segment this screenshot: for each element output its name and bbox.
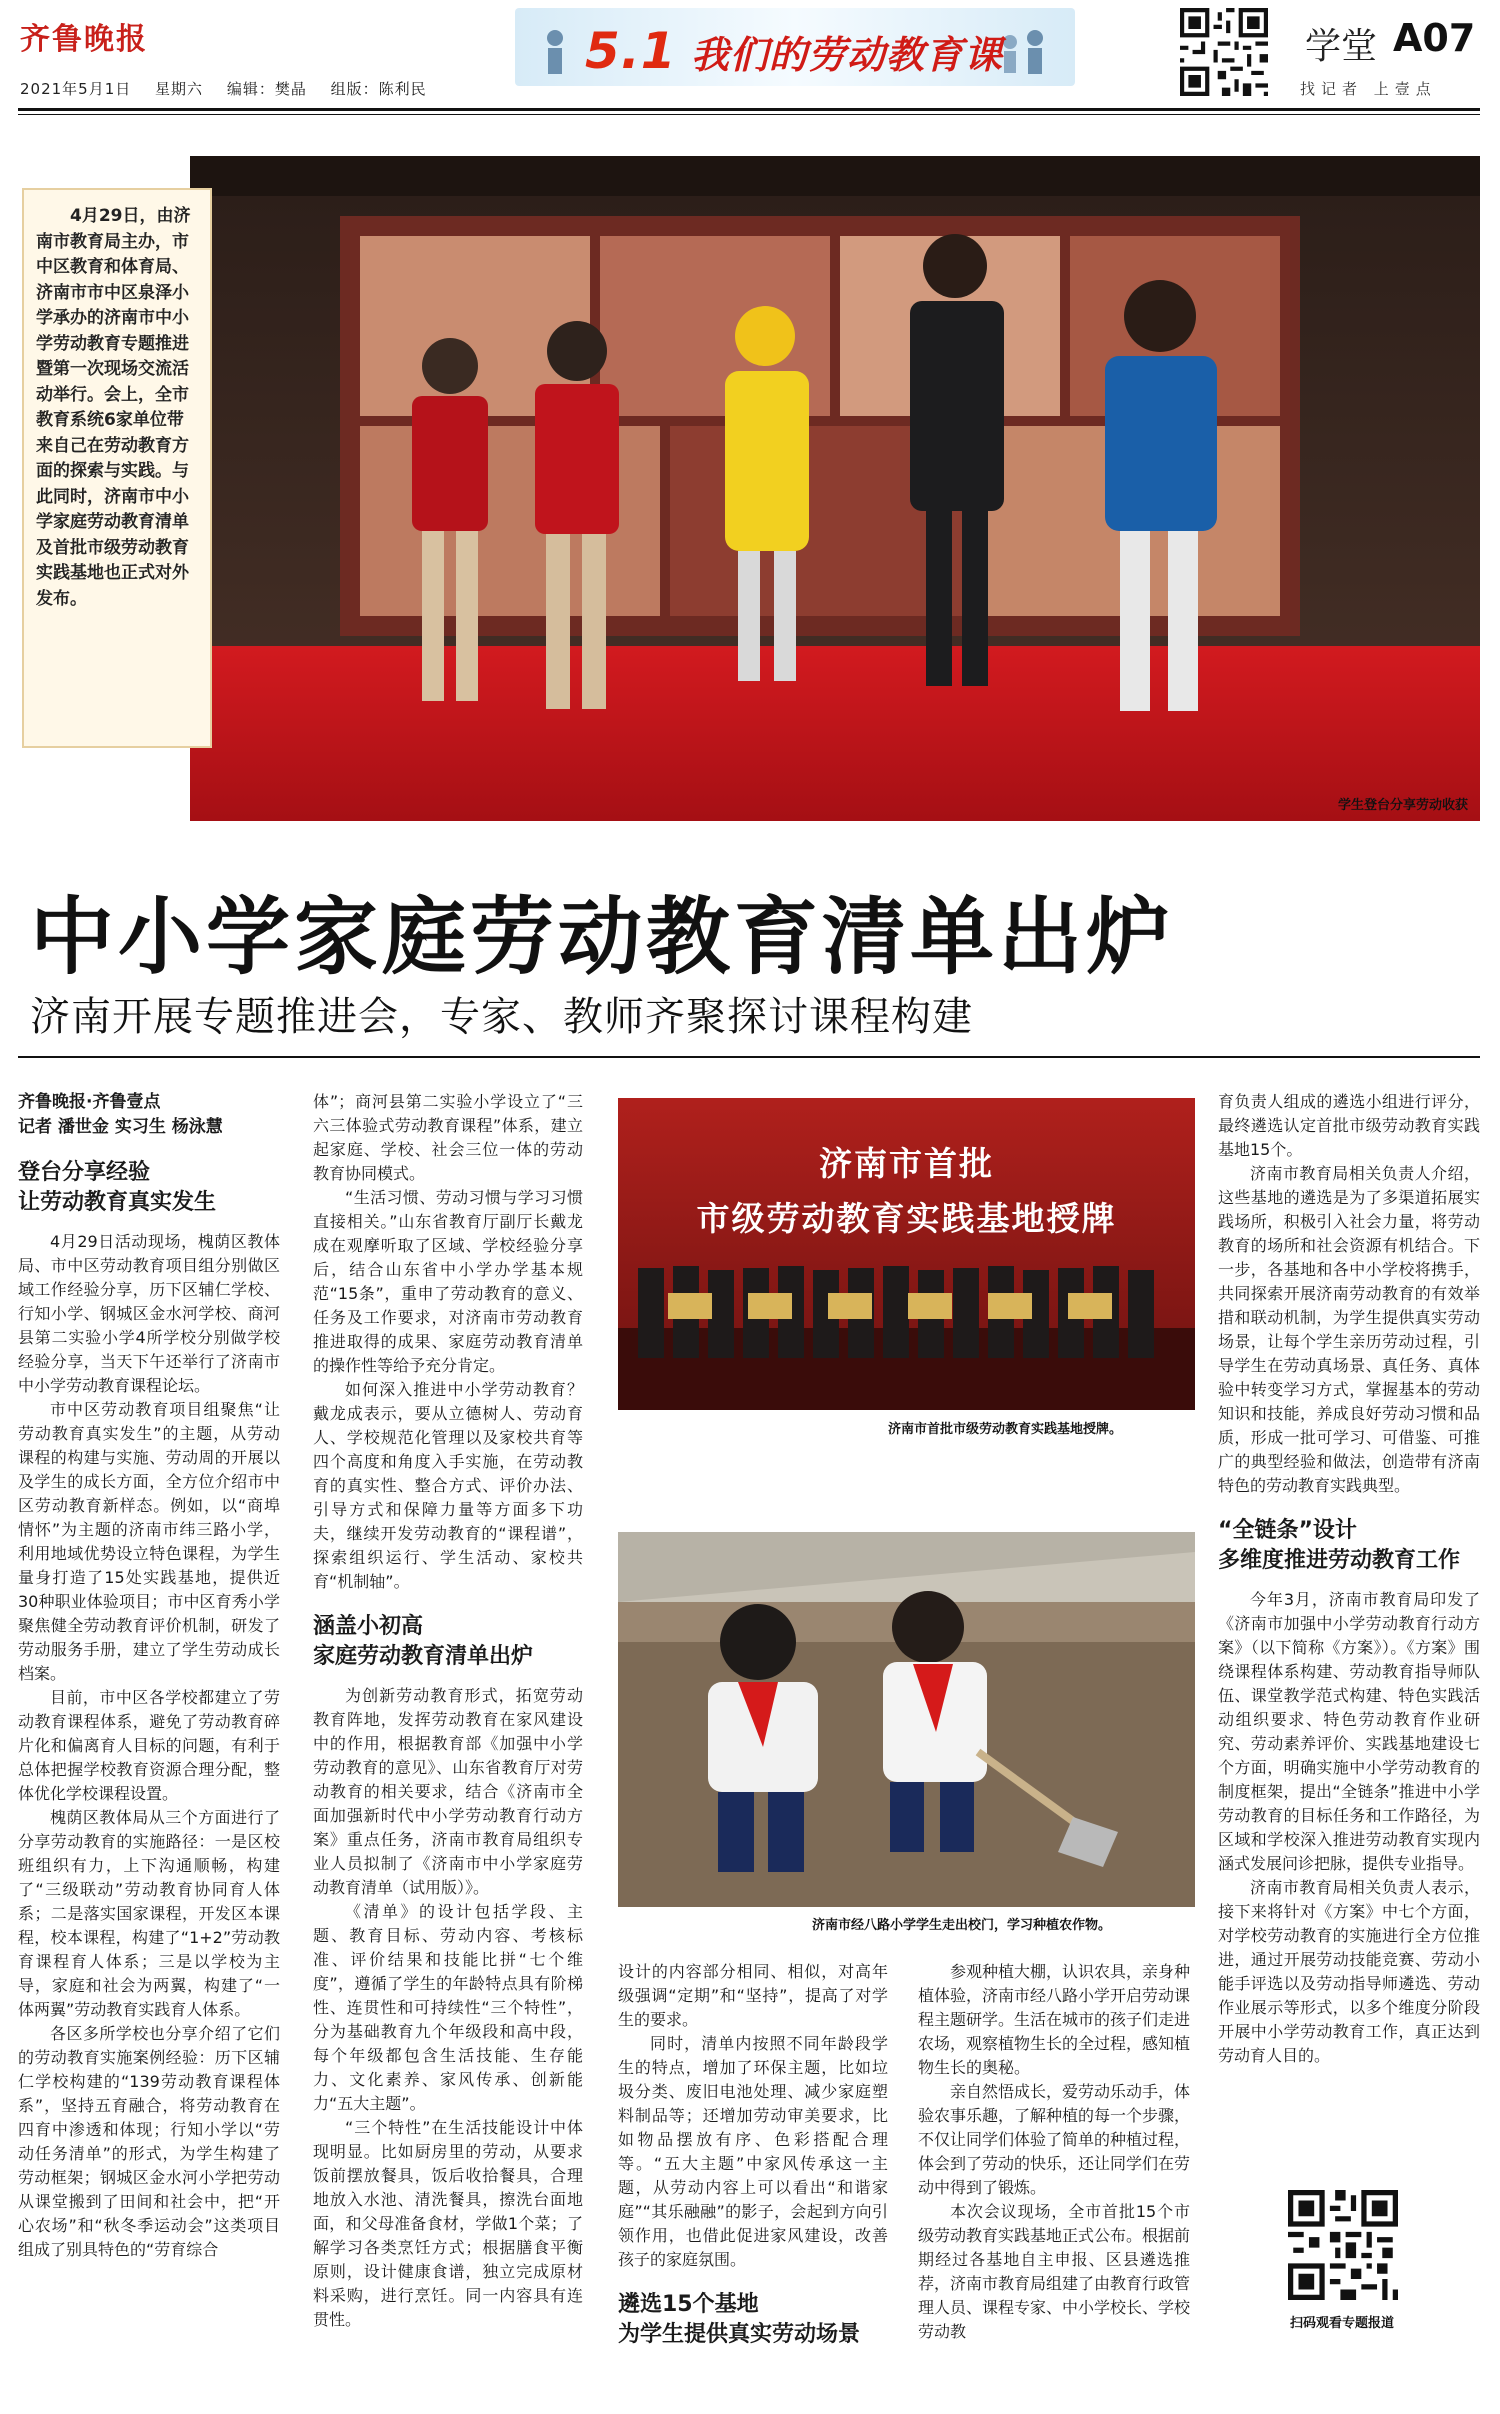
section1-title-line1: 登台分享经验 [18,1160,151,1185]
slogan: 找记者 上壹点 [1300,80,1437,98]
col4-paragraph: 参观种植大棚，认识农具，亲身种植体验，济南市经八路小学开启劳动课程主题研学。生活在城市的孩子们走进农场，观察植物生长的全过程，感知植物生长的奥秘。 [918,1962,1191,2077]
col1-paragraph: 市中区劳动教育项目组聚焦“让劳动教育真实发生”的主题，从劳动课程的构建与实施、劳动周的开展以及学生的成长方面，全方位介绍市中区劳动教育新样态。例如，以“商埠情怀”为主题的济南市纬三路小学，利用地域优势设立特色课程，为学生量身打造了15处实践基地，提供近30种职业体验项目；市中区育秀小学聚焦健全劳动教育评价机制，研发了劳动服务手册，建立了学生劳动成长档案。 [18,1400,280,1683]
header-rule [18,108,1480,111]
section2-title-line2: 家庭劳动教育清单出炉 [313,1644,534,1669]
layout-credit: 组版：陈利民 [330,80,427,98]
column-5 [1218,1090,1480,2068]
section4-title [1218,1516,1480,1576]
byline-reporters: 记者 潘世金 实习生 杨泳慧 [18,1117,223,1137]
qr-code-icon[interactable] [1180,8,1268,96]
col5-paragraph: 今年3月，济南市教育局印发了《济南市加强中小学劳动教育行动方案》（以下简称《方案》）。《方案》围绕课程体系构建、劳动教育指导师队伍、课堂教学范式构建、特色实践活动组织要求、特色劳动教育作业研究、劳动素养评价、实践基地建设七个方面，明确实施中小学劳动教育的制度框架，提出“全链条”推进中小学劳动教育的目标任务和工作路径，为区域和学校深入推进劳动教育实现内涵式发展问诊把脉，提供专业指导。 [1218,1590,1480,1873]
qr-caption: 扫码观看专题报道 [1290,2316,1395,2331]
page-number: A07 [1393,16,1476,60]
col2-paragraph: “生活习惯、劳动习惯与学习习惯直接相关。”山东省教育厅副厅长戴龙成在观摩听取了区域、学校经验分享后，结合山东省中小学办学基本规范“15条”，重申了劳动教育的意义、任务及工作要求，对济南市劳动教育推进取得的成果、家庭劳动教育清单的操作性等给予充分肯定。 [313,1188,583,1375]
subheadline: 济南开展专题推进会，专家、教师齐聚探讨课程构建 [30,994,973,1040]
section4-title-line2: 多维度推进劳动教育工作 [1218,1548,1461,1573]
col2-paragraph: 体”；商河县第二实验小学设立了“三六三体验式劳动教育课程”体系，建立起家庭、学校、社会三位一体的劳动教育协同模式。 [313,1092,583,1183]
section1-title-line2: 让劳动教育真实发生 [18,1190,217,1215]
photo3-caption: 济南市经八路小学学生走出校门，学习种植农作物。 [812,1918,1112,1933]
editor-credit: 编辑：樊晶 [226,80,307,98]
section3-title [618,2290,888,2350]
col5-paragraph: 济南市教育局相关负责人介绍，这些基地的遴选是为了多渠道拓展实践场所，积极引入社会力量，将劳动教育的场所和社会资源有机结合。下一步，各基地和各中小学校将携手，共同探索开展济南劳动教育的有效举措和联动机制，为学生提供真实劳动场景，让每个学生亲历劳动过程，引导学生在劳动真场景、真任务、真体验中转变学习方式，掌握基本的劳动知识和技能，养成良好劳动习惯和品质，形成一批可学习、可借鉴、可推广的典型经验和做法，创造带有济南特色的劳动教育实践典型。 [1218,1164,1480,1495]
photo2-caption: 济南市首批市级劳动教育实践基地授牌。 [888,1422,1123,1437]
col4-paragraph: 本次会议现场，全市首批15个市级劳动教育实践基地正式公布。根据前期经过各基地自主申报、区县遴选推荐，济南市教育局组建了由教育行政管理人员、课程专家、中小学校长、学校劳动教 [918,2202,1191,2341]
banner-title-text: 我们的劳动教育课 [690,33,1003,77]
section1-title [18,1158,280,1218]
masthead-logo: 齐鲁晚报 [20,22,148,57]
award-banner-line2: 市级劳动教育实践基地授牌 [696,1199,1117,1238]
award-banner-line1: 济南市首批 [819,1144,994,1183]
column-3 [618,1960,888,2350]
section2-title-line1: 涵盖小初高 [313,1614,424,1639]
banner-title [585,22,1003,80]
section3-title-line2: 为学生提供真实劳动场景 [618,2322,861,2347]
section3-title-line1: 遴选15个基地 [618,2292,759,2317]
issue-weekday: 星期六 [155,80,204,98]
headline: 中小学家庭劳动教育清单出炉 [30,888,1175,986]
col1-paragraph: 4月29日活动现场，槐荫区教体局、市中区劳动教育项目组分别做区域工作经验分享，历下区辅仁学校、行知小学、钢城区金水河学校、商河县第二实验小学4所学校分别做学校经验分享，当天下午还举行了济南市中小学劳动教育课程论坛。 [18,1232,280,1395]
headline-rule [18,1056,1480,1058]
col1-paragraph: 目前，市中区各学校都建立了劳动教育课程体系，避免了劳动教育碎片化和偏离育人目标的问题，有利于总体把握学校教育资源合理分配，整体优化学校课程设置。 [18,1688,280,1803]
col1-paragraph: 槐荫区教体局从三个方面进行了分享劳动教育的实施路径：一是区校班组织有力，上下沟通顺畅，构建了“三级联动”劳动教育协同育人体系；二是落实国家课程，开发区本课程，校本课程，构建了“1+2”劳动教育课程育人体系；三是以学校为主导，家庭和社会为两翼，构建了“一体两翼”劳动教育实践育人体系。 [18,1808,280,2019]
header-rule-thin [18,114,1480,115]
lead-paragraph: 4月29日，由济南市教育局主办，市中区教育和体育局、济南市市中区泉泽小学承办的济南市中小学劳动教育专题推进暨第一次现场交流活动举行。会上，全市教育系统6家单位带来自己在劳动教育方面的探索与实践。与此同时，济南市中小学家庭劳动教育清单及首批市级劳动教育实践基地也正式对外发布。 [22,188,212,748]
section4-title-line1: “全链条”设计 [1218,1518,1357,1543]
col3-paragraph: 设计的内容部分相同、相似，对高年级强调“定期”和“坚持”，提高了对学生的要求。 [618,1962,888,2029]
col5-paragraph: 育负责人组成的遴选小组进行评分，最终遴选认定首批市级劳动教育实践基地15个。 [1218,1092,1480,1159]
col2-paragraph: 如何深入推进中小学劳动教育？戴龙成表示，要从立德树人、劳动育人、学校规范化管理以及家校共育等四个高度和角度入手实施，在劳动教育的真实性、整合方式、评价办法、引导方式和保障力量等方面多下功夫，继续开发劳动教育的“课程谱”，探索组织运行、学生活动、家校共育“机制轴”。 [313,1380,583,1591]
col2-paragraph: “三个特性”在生活技能设计中体现明显。比如厨房里的劳动，从要求饭前摆放餐具，饭后收拾餐具，合理地放入水池、清洗餐具，擦洗台面地面，和父母准备食材，学做1个菜；了解学习各类烹饪方式；根据膳食平衡原则，设计健康食谱，独立完成原材料采购，进行烹饪。同一内容具有连贯性。 [313,2118,583,2329]
col2-paragraph: 为创新劳动教育形式，拓宽劳动教育阵地，发挥劳动教育在家风建设中的作用，根据教育部《加强中小学劳动教育的意见》、山东省教育厅对劳动教育的相关要求，结合《济南市全面加强新时代中小学劳动教育行动方案》重点任务，济南市教育局组织专业人员拟制了《济南市中小学家庭劳动教育清单（试用版）》。 [313,1686,583,1897]
main-photo [190,156,1480,821]
section-name: 学堂 [1305,26,1378,67]
col5-paragraph: 济南市教育局相关负责人表示，接下来将针对《方案》中七个方面，对学校劳动教育的实施进行全方位推进，通过开展劳动技能竞赛、劳动小能手评选以及劳动指导师遴选、劳动作业展示等形式，以多个维度分阶段开展中小学劳动教育工作，真正达到劳动育人目的。 [1218,1878,1480,2065]
col3-paragraph: 同时，清单内按照不同年龄段学生的特点，增加了环保主题，比如垃圾分类、废旧电池处理、减少家庭塑料制品等；还增加劳动审美要求，比如物品摆放有序、色彩搭配合理等。“五大主题”中家风传承这一主题，从劳动内容上可以看出“和谐家庭”“其乐融融”的影子，会起到方向引领作用，也借此促进家风建设，改善孩子的家庭氛围。 [618,2034,888,2269]
col2-paragraph: 《清单》的设计包括学段、主题、教育目标、劳动内容、考核标准、评价结果和技能比拼“七个维度”，遵循了学生的年龄特点具有阶梯性、连贯性和可持续性“三个特性”，分为基础教育九个年级段和高中段，每个年级都包含生活技能、生存能力、文化素养、家风传承、创新能力“五大主题”。 [313,1902,583,2113]
column-1 [18,1090,280,2262]
col4-paragraph: 亲自然悟成长，爱劳动乐动手，体验农事乐趣，了解种植的每一个步骤，不仅让同学们体验了简单的种植过程，体会到了劳动的快乐，还让同学们在劳动中得到了锻炼。 [918,2082,1191,2197]
column-4 [918,1960,1190,2344]
date-line [20,78,445,99]
qr-code-icon[interactable] [1288,2190,1398,2300]
col1-paragraph: 各区多所学校也分享介绍了它们的劳动教育实施案例经验：历下区辅仁学校构建的“139劳动教育课程体系”，坚持五育融合，将劳动教育在四育中渗透和体现；行知小学以“劳动任务清单”的形式，为学生构建了劳动框架；钢城区金水河小学把劳动从课堂搬到了田间和社会中，把“开心农场”和“秋冬季运动会”这类项目组成了别具特色的“劳育综合 [18,2024,280,2259]
byline-source: 齐鲁晚报·齐鲁壹点 [18,1092,161,1112]
column-2 [313,1090,583,2332]
banner-number: 5.1 [585,22,677,80]
section2-title [313,1612,583,1672]
award-photo [618,1098,1195,1410]
photo1-caption: 学生登台分享劳动收获 [1337,798,1468,813]
planting-photo [618,1532,1195,1907]
issue-date: 2021年5月1日 [20,80,132,98]
award-photo-banner [618,1138,1195,1240]
